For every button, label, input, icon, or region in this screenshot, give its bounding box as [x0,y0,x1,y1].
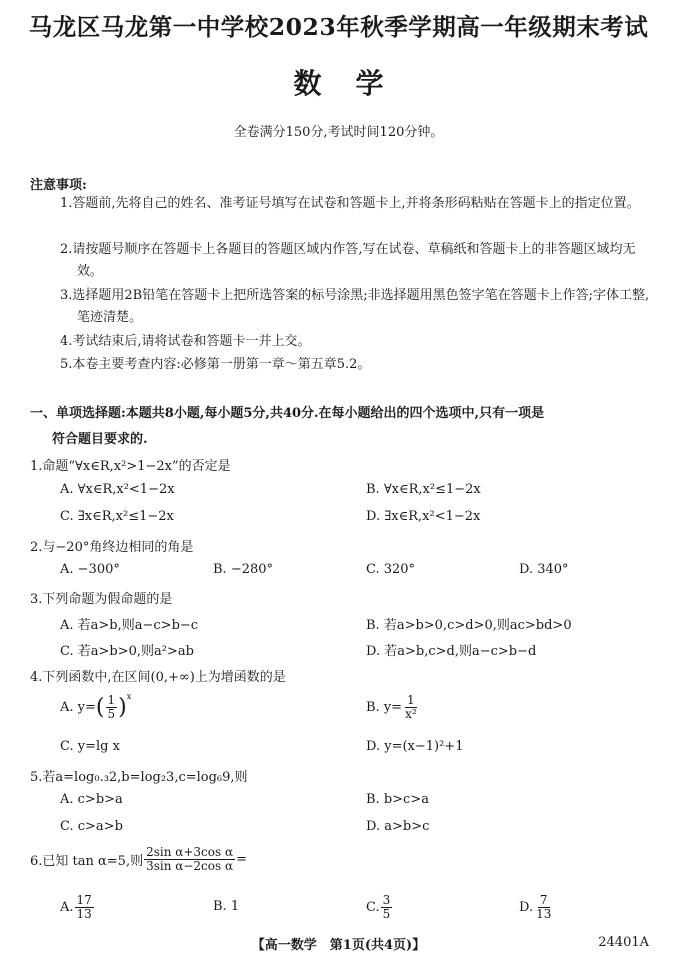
question-6-option-d [519,894,554,921]
fraction [534,894,553,921]
fraction [75,894,94,921]
question-2-option-b: B. −280° [213,562,274,577]
fraction-numerator: 7 [539,893,548,907]
question-6-option-a [60,894,95,921]
exponent: x [126,692,132,701]
fraction [144,846,235,873]
question-4-option-b-y: y= [383,700,403,715]
question-2-option-c: C. 320° [366,562,416,577]
question-4-option-b-label: B. [366,700,380,715]
fraction-denominator: 13 [536,907,552,921]
question-6-stem-post: = [236,852,247,867]
exam-title: 马龙区马龙第一中学校2023年秋季学期高一年级期末考试 [28,13,649,41]
question-1-option-c: C. ∃x∈R,x²≤1−2x [60,509,174,524]
question-2-option-d: D. 340° [519,562,569,577]
question-5-stem: 5.若a=log₀.₃2,b=log₂3,c=log₆9,则 [30,770,248,785]
question-5-option-d: D. a>b>c [366,819,430,834]
question-2-option-a: A. −300° [60,562,120,577]
question-4-stem: 4.下列函数中,在区间(0,+∞)上为增函数的是 [30,670,286,685]
notice-item-1: 1.答题前,先将自己的姓名、准考证号填写在试卷和答题卡上,并将条形码粘贴在答题卡上的指定位置。 [60,196,640,211]
question-5-option-c: C. c>a>b [60,819,123,834]
question-1-option-b: B. ∀x∈R,x²≤1−2x [366,482,481,497]
fraction [106,694,118,721]
question-6-option-c-label: C. [366,900,380,915]
notice-item-2: 2.请按题号顺序在答题卡上各题目的答题区域内作答,写在试卷、草稿纸和答题卡上的非答题区域均无效。 [60,242,636,279]
subject-title: 数学 [293,67,418,100]
fraction-denominator: 13 [76,907,92,921]
question-3-option-d: D. 若a>b,c>d,则a−c>b−d [366,644,537,659]
question-4-option-c: C. y=lg x [60,739,120,754]
question-3-option-b: B. 若a>b>0,c>d>0,则ac>bd>0 [366,618,572,633]
question-4-option-a [60,694,131,721]
fraction-denominator: 5 [107,707,116,721]
question-6-option-c [366,894,393,921]
fraction-numerator: 17 [76,893,92,907]
notice-heading: 注意事项: [30,178,87,193]
question-6-option-d-label: D. [519,900,534,915]
fraction-denominator: 3sin α−2cos α [146,859,234,873]
question-1-option-d: D. ∃x∈R,x²<1−2x [366,509,481,524]
question-4-option-d: D. y=(x−1)²+1 [366,739,464,754]
question-3-stem: 3.下列命题为假命题的是 [30,592,173,607]
question-6-option-b: B. 1 [213,899,240,914]
section1-line2: 符合题目要求的. [52,432,148,447]
section1-line1: 一、单项选择题:本题共8小题,每小题5分,共40分.在每小题给出的四个选项中,只有一项是 [30,406,545,421]
notice-item-4: 4.考试结束后,请将试卷和答题卡一并上交。 [60,334,311,349]
question-6-stem-pre: 6.已知 tan α=5,则 [30,854,144,869]
fraction-numerator: 1 [107,693,116,707]
left-paren: ( [95,695,105,720]
question-1-option-a: A. ∀x∈R,x²<1−2x [60,482,175,497]
question-2-stem: 2.与−20°角终边相同的角是 [30,540,194,555]
fraction-denominator: x² [405,707,417,721]
fraction-numerator: 3 [382,893,391,907]
fraction [403,694,419,721]
fraction-numerator: 1 [407,693,415,707]
fraction-numerator: 2sin α+3cos α [146,845,234,859]
question-4-option-b [366,694,420,721]
page-footer: 【高一数学 第1页(共4页)】 [251,938,426,953]
notice-item-5: 5.本卷主要考查内容:必修第一册第一章～第五章5.2。 [60,357,371,372]
question-5-option-b: B. b>c>a [366,792,429,807]
question-3-option-c: C. 若a>b>0,则a²>ab [60,644,194,659]
right-paren: ) [118,695,127,720]
question-4-option-a-label: A. [60,700,74,715]
fraction [381,894,393,921]
question-3-option-a: A. 若a>b,则a−c>b−c [60,618,199,633]
question-1-stem: 1.命题“∀x∈R,x²>1−2x”的否定是 [30,459,231,474]
question-6-option-a-label: A. [60,900,74,915]
fraction-denominator: 5 [382,907,391,921]
notice-item-3: 3.选择题用2B铅笔在答题卡上把所选答案的标号涂黑;非选择题用黑色签字笔在答题卡上作答;字体工整,笔迹清楚。 [60,288,650,325]
exam-code: 24401A [598,935,649,950]
exam-info: 全卷满分150分,考试时间120分钟。 [233,125,444,140]
question-6-stem [30,846,247,873]
question-5-option-a: A. c>b>a [60,792,123,807]
question-4-option-a-y: y= [77,700,96,715]
